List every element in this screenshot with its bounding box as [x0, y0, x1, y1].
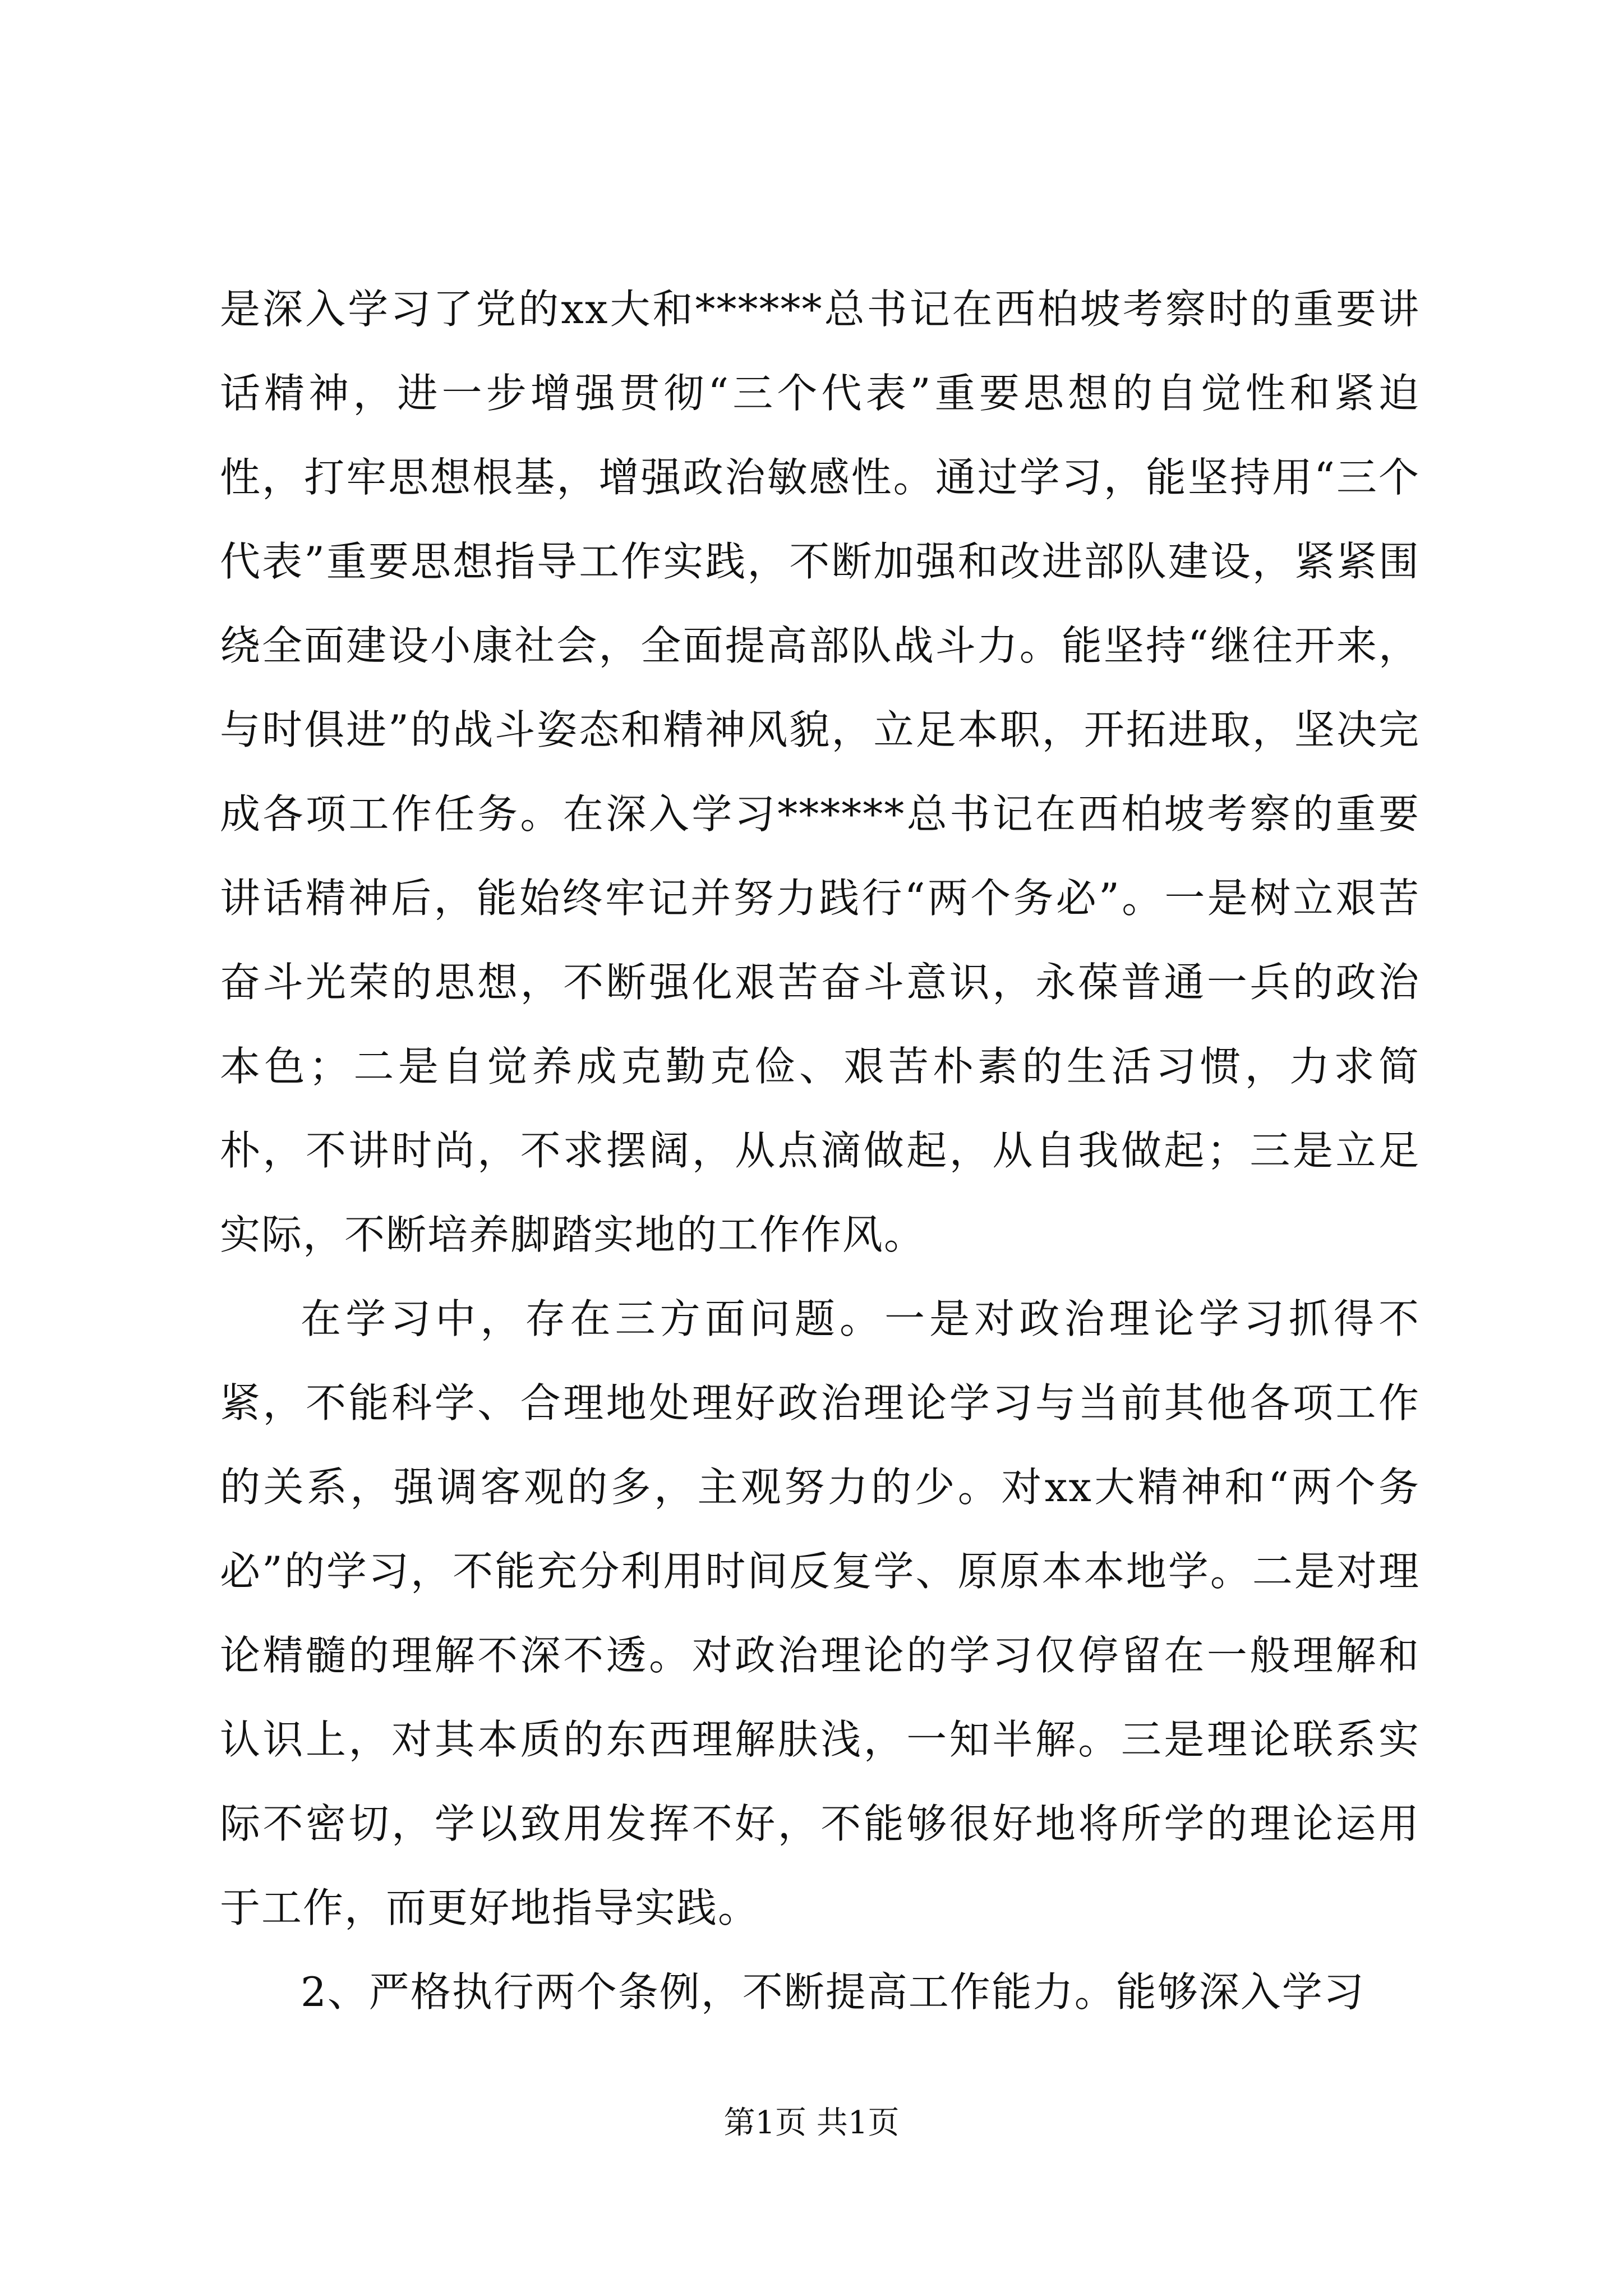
paragraph-3: 2、严格执行两个条例，不断提高工作能力。能够深入学习 [301, 1968, 1365, 2016]
paragraph-2: 在学习中，存在三方面问题。一是对政治理论学习抓得不紧，不能科学、合理地处理好政治理论学习与当前其他各项工作的关系，强调客观的多，主观努力的少。对xx大精神和“两个务必”的学习，不能充分利用时间反复学、原原本本地学。二是对理论精髓的理解不深不透。对政治理论的学习仅停留在一般理解和认识上，对其本质的东西理解肤浅，一知半解。三是理论联系实际不密切，学以致用发挥不好，不能够很好地将所学的理论运用于工作，而更好地指导实践。 [220, 1295, 1420, 1931]
page-footer: 第1页 共1页 [723, 2105, 900, 2141]
document-body [220, 267, 1420, 2034]
paragraph-1: 是深入学习了党的xx大和******总书记在西柏坡考察时的重要讲话精神，进一步增强贯彻“三个代表”重要思想的自觉性和紧迫性，打牢思想根基，增强政治敏感性。通过学习，能坚持用“三个代表”重要思想指导工作实践，不断加强和改进部队建设，紧紧围绕全面建设小康社会，全面提高部队战斗力。能坚持“继往开来，与时俱进”的战斗姿态和精神风貌，立足本职，开拓进取，坚决完成各项工作任务。在深入学习******总书记在西柏坡考察的重要讲话精神后，能始终牢记并努力践行“两个务必”。一是树立艰苦奋斗光荣的思想，不断强化艰苦奋斗意识，永葆普通一兵的政治本色；二是自觉养成克勤克俭、艰苦朴素的生活习惯，力求简朴，不讲时尚，不求摆阔，从点滴做起，从自我做起；三是立足实际，不断培养脚踏实地的工作作风。 [220, 286, 1420, 1258]
